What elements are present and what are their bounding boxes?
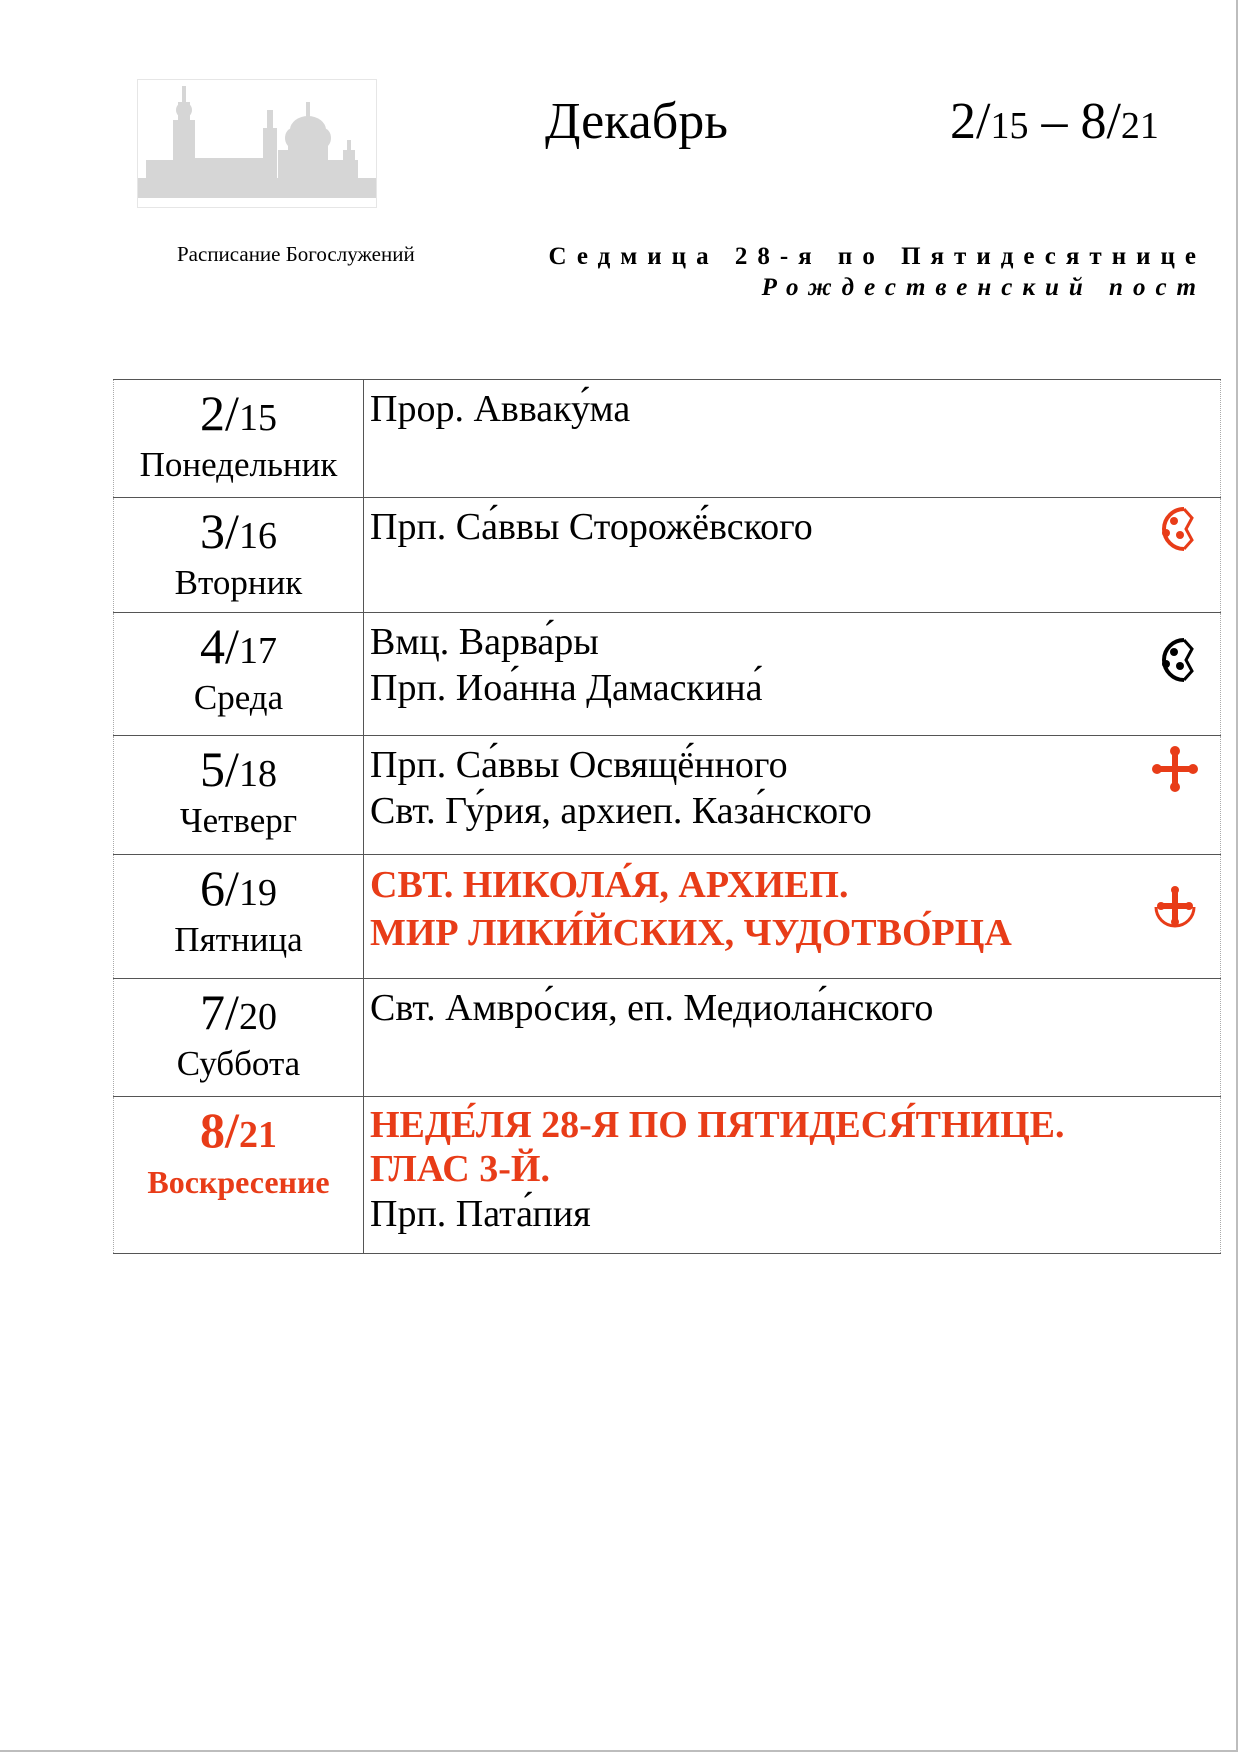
day-row: [113, 1097, 1221, 1254]
day-date: 3/16: [200, 503, 277, 559]
day-row: [113, 613, 1221, 736]
day-cell: [113, 736, 364, 854]
day-cell: [113, 979, 364, 1096]
day-row: [113, 979, 1221, 1097]
day-cell: [113, 1097, 364, 1253]
black-three-dot-semicircle-icon: [1152, 635, 1198, 685]
red-cross-icon: [1152, 744, 1198, 794]
weekday-label: Вторник: [174, 563, 303, 602]
schedule-label: Расписание Богослужений: [177, 242, 415, 266]
day-date: 4/17: [200, 618, 277, 674]
day-date: 8/21: [200, 1102, 277, 1158]
day-date: 5/18: [200, 741, 277, 797]
events-cell: [364, 979, 1221, 1096]
events-cell: [364, 855, 1221, 978]
month-title: Декабрь: [545, 93, 728, 150]
day-row: [113, 380, 1221, 498]
day-cell: [113, 498, 364, 612]
feast-entry-major: МИР ЛИКИ́ЙСКИХ, ЧУДОТВО́РЦА: [370, 912, 1012, 954]
red-three-dot-semicircle-icon: [1152, 504, 1198, 554]
weekday-label: Понедельник: [139, 445, 338, 484]
schedule-table: [113, 379, 1221, 1254]
week-date-range: 2/15 – 8/21: [950, 93, 1159, 150]
feast-entry: Прор. Авваку́ма: [370, 388, 631, 430]
feast-entry: Прп. Са́ввы Сторожё́вского: [370, 506, 813, 548]
day-date: 7/20: [200, 984, 277, 1040]
fast-title: Рождественский пост: [761, 274, 1206, 301]
feast-entry: Свт. Амвро́сия, еп. Медиола́нского: [370, 987, 934, 1029]
day-date: 2/15: [200, 385, 277, 441]
weekday-label: Воскресение: [147, 1164, 330, 1200]
weekday-label: Четверг: [179, 801, 298, 840]
church-silhouette-icon: [138, 80, 376, 207]
weekday-label: Суббота: [176, 1044, 301, 1083]
day-row: [113, 855, 1221, 979]
feast-entry-major: СВТ. НИКОЛА́Я, АРХИЕП.: [370, 864, 849, 906]
weekday-label: Среда: [193, 678, 284, 717]
day-date: 6/19: [200, 860, 277, 916]
church-logo: [137, 79, 377, 208]
day-cell: [113, 380, 364, 497]
day-cell: [113, 855, 364, 978]
events-cell: [364, 380, 1221, 497]
day-row: [113, 498, 1221, 613]
day-cell: [113, 613, 364, 735]
events-cell: [364, 736, 1221, 854]
events-cell: [364, 1097, 1221, 1253]
week-title: Седмица 28-я по Пятидесятнице: [548, 243, 1206, 270]
feast-entry: Прп. Са́ввы Освящё́нного: [370, 744, 788, 786]
feast-entry: Прп. Иоа́нна Дамаскина́: [370, 667, 763, 709]
weekday-label: Пятница: [174, 920, 303, 959]
events-cell: [364, 498, 1221, 612]
feast-entry: Свт. Гу́рия, архиеп. Каза́нского: [370, 790, 872, 832]
feast-entry: Прп. Пата́пия: [370, 1193, 591, 1235]
red-cross-semicircle-icon: [1152, 883, 1198, 933]
day-row: [113, 736, 1221, 855]
feast-entry: Вмц. Варва́ры: [370, 621, 599, 663]
feast-entry-major: НЕДЕ́ЛЯ 28-Я ПО ПЯТИДЕСЯ́ТНИЦЕ.: [370, 1104, 1065, 1146]
events-cell: [364, 613, 1221, 735]
feast-entry-major: ГЛАС 3-Й.: [370, 1148, 550, 1190]
